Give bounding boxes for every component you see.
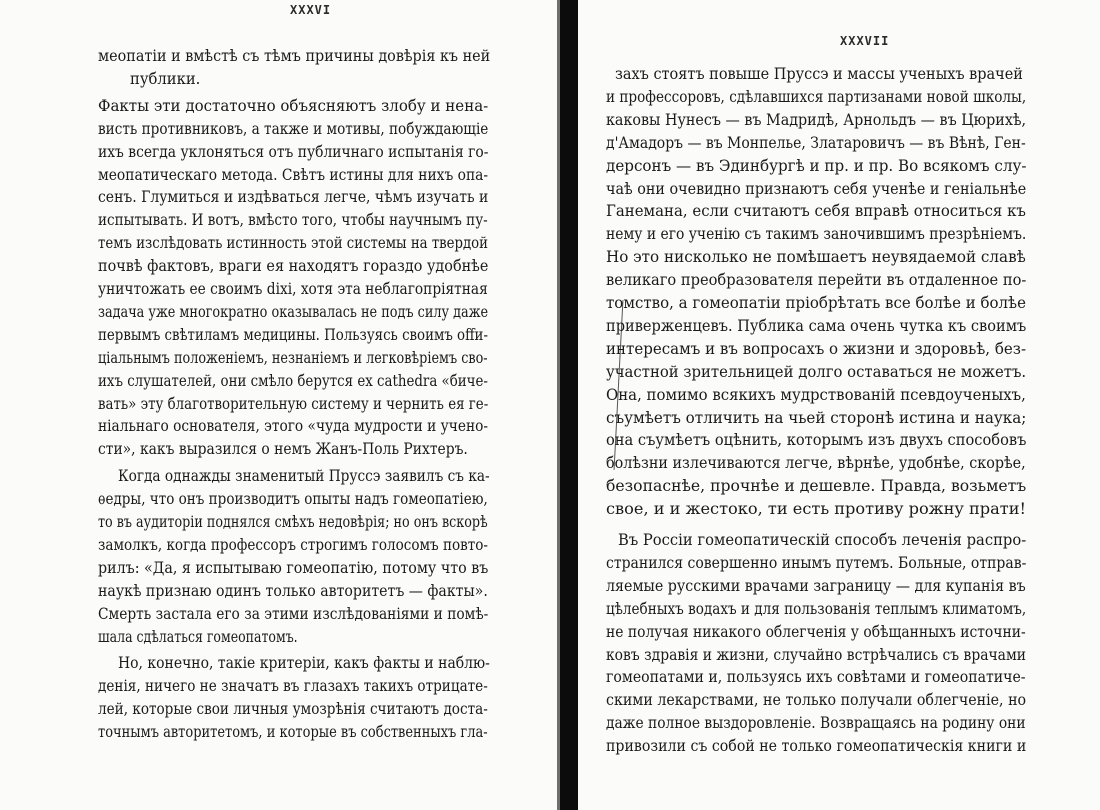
text-line: ѳедры, что онъ производитъ опыты надъ гомеопатіею, (98, 490, 488, 509)
text-line: интересамъ и въ вопросахъ о жизни и здоровьѣ, без- (606, 339, 1027, 358)
text-line: ціальнымъ положеніемъ, незнаніемъ и легковѣріемъ сво- (98, 348, 488, 367)
text-line: денія, ничего не значатъ въ глазахъ такихъ отрицате- (98, 677, 488, 696)
text-line: чаѣ они очевидно признаютъ себя ученѣе и геніальнѣе (606, 179, 1027, 198)
text-line: ковъ здравія и жизни, случайно встрѣчались съ врачами (606, 645, 1026, 664)
text-line: лей, которые свои личныя умозрѣнія считаютъ доста- (98, 700, 488, 719)
text-line: темъ изслѣдовать истинность этой системы на твердой (98, 234, 489, 253)
text-line: шала сдѣлаться гомеопатомъ. (98, 627, 298, 646)
text-line: меопатическаго метода. Свѣтъ истины для нихъ опа- (98, 165, 489, 184)
text-line: каковы Нунесъ — въ Мадридѣ, Арнольдъ — въ Цюрихѣ, (606, 110, 1027, 129)
right-page (578, 0, 1100, 810)
text-line: вать» эту благотворительную систему и чернить ея ге- (98, 394, 489, 413)
text-line: гомеопатами и, пользуясь ихъ совѣтами и гомеопатиче- (606, 668, 1026, 687)
text-line: ихъ слушателей, они смѣло берутся ex cathedra «бичe- (98, 371, 488, 390)
text-line: и профессоровъ, сдѣлавшихся партизанами новой школы, (606, 87, 1027, 106)
text-line: участной зрительницей долго оставаться не можетъ. (606, 362, 1027, 381)
text-line: ихъ всегда уклоняться отъ публичнаго испытанія го- (98, 142, 489, 161)
text-line: странился совершенно инымъ путемъ. Больные, отправ- (606, 553, 1027, 572)
text-line: цѣлебныхъ водахъ и для пользованія теплымъ климатомъ, (606, 599, 1027, 618)
text-line: испытывать. И вотъ, вмѣсто того, чтобы научнымъ пу- (98, 211, 488, 230)
text-line: она съумѣетъ оцѣнить, которымъ изъ двухъ способовъ (606, 431, 1027, 450)
text-line: Но это нисколько не помѣшаетъ неувядаемой славѣ (606, 248, 1026, 267)
text-line: сенъ. Глумиться и издѣваться легче, чѣмъ изучать и (98, 188, 489, 207)
text-line: то въ аудиторіи поднялся смѣхъ недовѣрія; но онъ вскорѣ (98, 513, 488, 531)
text-line: захъ стоятъ повыше Пруссэ и массы ученыхъ врачей (615, 65, 1023, 83)
text-line: д'Амадоръ — въ Монпелье, Златаровичъ — въ Вѣнѣ, Ген- (606, 133, 1026, 152)
text-line: нему и его ученію съ такимъ заночившимъ презрѣніемъ. (606, 225, 1027, 244)
text-line: замолкъ, когда профессоръ строгимъ голосомъ повто- (98, 535, 489, 554)
text-line: точнымъ авторитетомъ, и которые въ собственныхъ гла- (98, 723, 488, 742)
text-line: рилъ: «Да, я испытываю гомеопатію, потому что въ (98, 558, 489, 577)
text-line: свое, и и жестоко, ти есть противу рожну прати! (606, 500, 1027, 519)
text-line: Она, помимо всякихъ мудрствованій псевдоученыхъ, (606, 385, 1026, 404)
text-line: Когда однажды знаменитый Пруссэ заявилъ съ ка- (118, 467, 490, 486)
text-line: Но, конечно, такіе критеріи, какъ факты и наблю- (118, 654, 490, 673)
text-line: уничтожать ее своимъ dixi, хотя эта неблагопріятная (98, 280, 488, 298)
text-line: висть противниковъ, а также и мотивы, побуждающіе (98, 119, 489, 138)
text-line: съумѣетъ отличить на чьей сторонѣ истина и наука; (606, 408, 1027, 427)
text-line: дерсонъ — въ Эдинбургѣ и пр. и пр. Во всякомъ слу- (606, 156, 1027, 175)
text-line: почвѣ фактовъ, враги ея находятъ гораздо удобнѣе (98, 257, 489, 276)
text-line: не получая никакого облегченія у обѣщанныхъ источни- (606, 622, 1026, 641)
text-line: ляемые русскими врачами заграницу — для купанія въ (606, 576, 1026, 595)
page-number: XXXVII (840, 34, 890, 48)
text-line: Ганемана, если считаютъ себя вправѣ относиться къ (606, 202, 1026, 221)
text-line: задача уже многократно оказывалась не подъ силу даже (98, 302, 489, 321)
text-line: сти», какъ выразился о немъ Жанъ-Поль Рихтеръ. (98, 440, 468, 459)
text-line: Факты эти достаточно объясняютъ злобу и нена- (98, 96, 489, 115)
text-line: скими лекарствами, не только получали облегченіе, но (606, 691, 1027, 710)
text-line: приверженцевъ. Публика сама очень чутка къ своимъ (606, 316, 1027, 335)
text-line: публики. (130, 69, 201, 88)
text-line: ніальнаго основателя, этого «чуда мудрости и учено- (98, 417, 489, 436)
text-line: привозили съ собой не только гомеопатическія книги и (606, 737, 1027, 756)
text-line: Въ Россіи гомеопатическій способъ леченія распро- (618, 531, 1027, 549)
text-line: даже полное выздоровленіе. Возвращаясь на родину они (606, 714, 1026, 733)
text-line: меопатіи и вмѣстѣ съ тѣмъ причины довѣрія къ ней (98, 47, 491, 65)
text-line: великаго преобразователя перейти въ отдаленное по- (606, 271, 1027, 290)
text-line: Смерть застала его за этими изслѣдованіями и помѣ- (98, 604, 489, 623)
book-gutter (560, 0, 578, 810)
text-line: томство, а гомеопатіи пріобрѣтать все болѣе и болѣе (606, 294, 1026, 312)
text-line: болѣзни излечиваются легче, вѣрнѣе, удобнѣе, скорѣе, (606, 454, 1026, 473)
page-number: XXXVI (290, 3, 332, 17)
text-line: безопаснѣе, прочнѣе и дешевле. Правда, возьметъ (606, 477, 1027, 496)
text-line: первымъ свѣтиламъ медицины. Пользуясь своимъ offи- (98, 325, 488, 344)
text-line: наукѣ признаю одинъ только авторитетъ — факты». (98, 581, 488, 600)
